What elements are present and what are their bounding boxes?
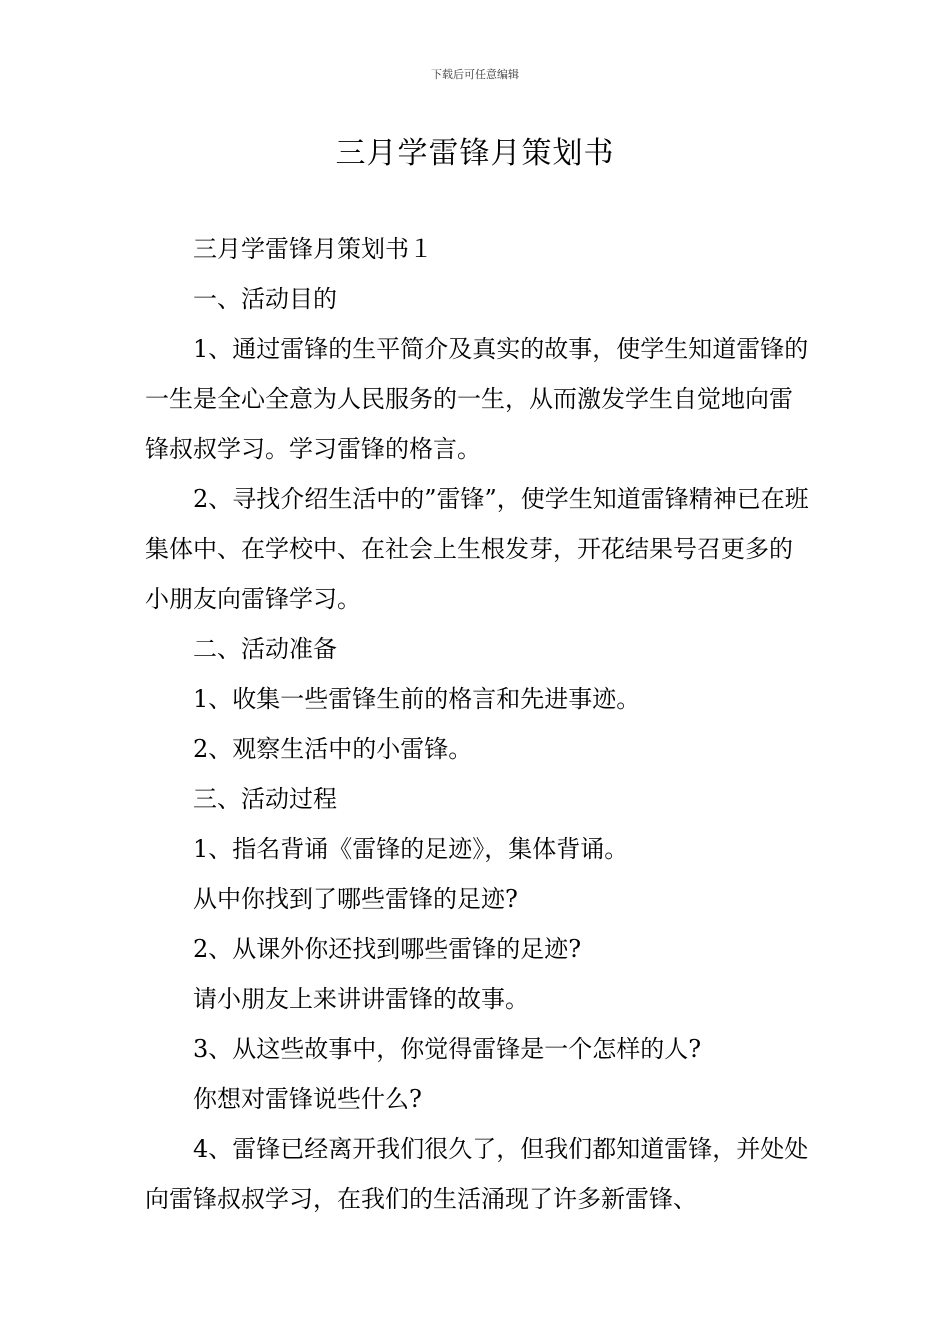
paragraph: 从中你找到了哪些雷锋的足迹? — [193, 885, 518, 913]
section-heading-purpose: 一、活动目的 — [193, 285, 337, 313]
paragraph: 2、观察生活中的小雷锋。 — [193, 735, 473, 763]
section-heading-preparation: 二、活动准备 — [193, 635, 337, 663]
section-heading-process: 三、活动过程 — [193, 785, 337, 813]
paragraph: 4、雷锋已经离开我们很久了，但我们都知道雷锋，并处处向雷锋叔叔学习，在我们的生活涌现了许多新雷锋、 — [145, 1135, 809, 1213]
paragraph: 1、通过雷锋的生平简介及真实的故事，使学生知道雷锋的一生是全心全意为人民服务的一生，从而激发学生自觉地向雷锋叔叔学习。学习雷锋的格言。 — [145, 335, 809, 463]
paragraph: 你想对雷锋说些什么? — [193, 1085, 422, 1113]
paragraph: 1、指名背诵《雷锋的足迹》，集体背诵。 — [193, 835, 629, 863]
paragraph: 2、寻找介绍生活中的”雷锋”，使学生知道雷锋精神已在班集体中、在学校中、在社会上生根发芽，开花结果号召更多的小朋友向雷锋学习。 — [145, 485, 809, 613]
header-note: 下载后可任意编辑 — [431, 68, 519, 81]
paragraph: 请小朋友上来讲讲雷锋的故事。 — [193, 985, 529, 1013]
paragraph: 3、从这些故事中，你觉得雷锋是一个怎样的人? — [193, 1035, 702, 1063]
paragraph-subtitle: 三月学雷锋月策划书１ — [193, 235, 433, 263]
document-body — [145, 224, 809, 1224]
paragraph: 2、从课外你还找到哪些雷锋的足迹? — [193, 935, 582, 963]
page-title: 三月学雷锋月策划书 — [335, 136, 615, 171]
paragraph: 1、收集一些雷锋生前的格言和先进事迹。 — [193, 685, 641, 713]
